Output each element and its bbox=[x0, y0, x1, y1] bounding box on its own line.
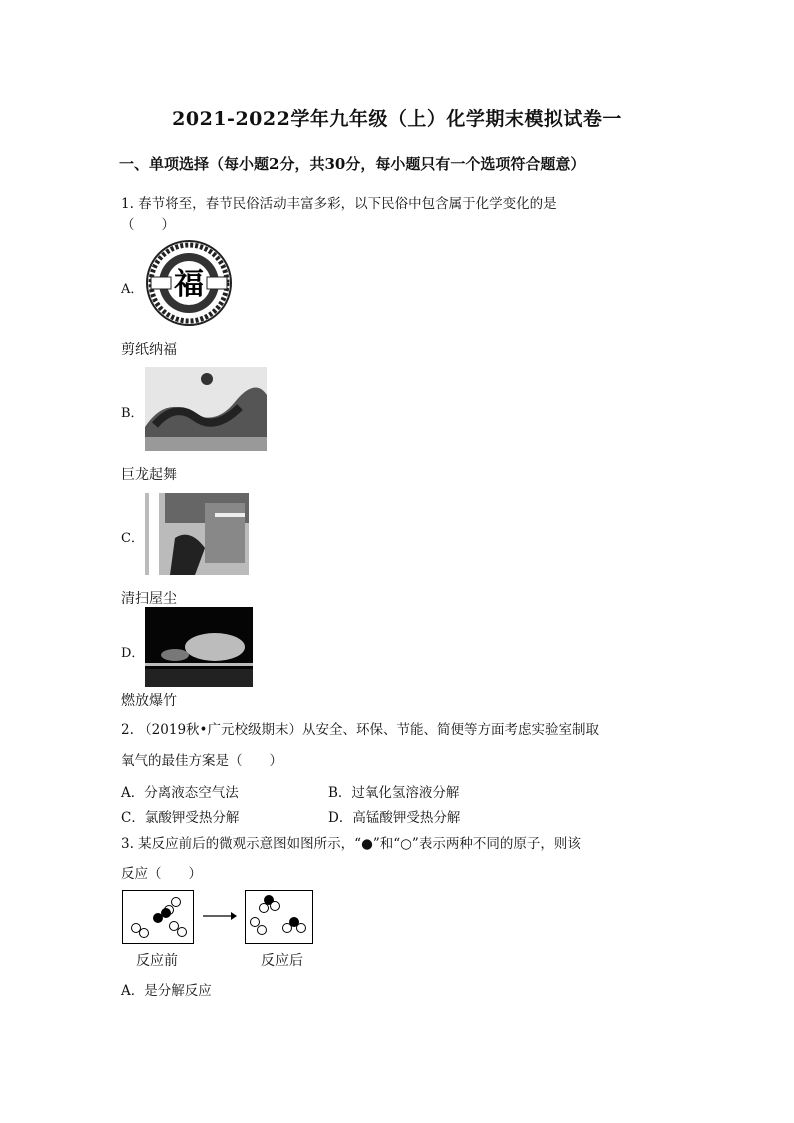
option-a-caption: 剪纸纳福 bbox=[121, 342, 177, 358]
reaction-arrow bbox=[203, 906, 237, 916]
question-1-stem: 1. 春节将至，春节民俗活动丰富多彩，以下民俗中包含属于化学变化的是 bbox=[121, 196, 557, 212]
option-d-label: D． bbox=[121, 646, 145, 661]
paper-cut-image bbox=[145, 239, 233, 327]
question-3-option-a: A．是分解反应 bbox=[121, 983, 212, 999]
option-c-label: C． bbox=[121, 531, 144, 546]
page-title: 2021-2022学年九年级（上）化学期末模拟试卷一 bbox=[172, 108, 622, 130]
question-2-stem-line1: 2. （2019秋•广元校级期末）从安全、环保、节能、简便等方面考虑实验室制取 bbox=[121, 722, 599, 738]
black-atom bbox=[161, 908, 171, 918]
question-2-option-c: C．氯酸钾受热分解 bbox=[121, 810, 240, 826]
white-atom bbox=[171, 897, 181, 907]
paper-cut-char: 福 bbox=[174, 267, 204, 302]
option-b-caption: 巨龙起舞 bbox=[121, 467, 177, 483]
white-atom bbox=[257, 925, 267, 935]
option-a-label: A． bbox=[121, 282, 144, 297]
question-2-option-d: D．高锰酸钾受热分解 bbox=[328, 810, 461, 826]
before-reaction-label: 反应前 bbox=[136, 953, 178, 969]
before-reaction-box bbox=[122, 890, 194, 944]
option-b-label: B． bbox=[121, 406, 144, 421]
option-c-caption: 清扫屋尘 bbox=[121, 591, 177, 607]
question-3-stem-line1: 3. 某反应前后的微观示意图如图所示，“●”和“○”表示两种不同的原子，则该 bbox=[121, 836, 581, 852]
question-3-stem-line2: 反应（ ） bbox=[121, 866, 202, 882]
after-reaction-label: 反应后 bbox=[261, 953, 303, 969]
after-reaction-box bbox=[245, 890, 313, 944]
white-atom bbox=[177, 927, 187, 937]
option-d-caption: 燃放爆竹 bbox=[121, 693, 177, 709]
white-atom bbox=[270, 901, 280, 911]
white-atom bbox=[282, 923, 292, 933]
section-heading: 一、单项选择（每小题2分，共30分，每小题只有一个选项符合题意） bbox=[119, 155, 586, 173]
question-2-option-b: B．过氧化氢溶液分解 bbox=[328, 785, 460, 801]
white-atom bbox=[139, 928, 149, 938]
dragon-dance-image bbox=[145, 367, 267, 451]
question-1-paren: （ ） bbox=[121, 217, 175, 233]
white-atom bbox=[259, 903, 269, 913]
sweeping-image bbox=[145, 493, 249, 575]
white-atom bbox=[296, 923, 306, 933]
question-2-stem-line2: 氧气的最佳方案是（ ） bbox=[121, 753, 283, 769]
question-2-option-a: A．分离液态空气法 bbox=[121, 785, 239, 801]
fireworks-image bbox=[145, 607, 253, 687]
